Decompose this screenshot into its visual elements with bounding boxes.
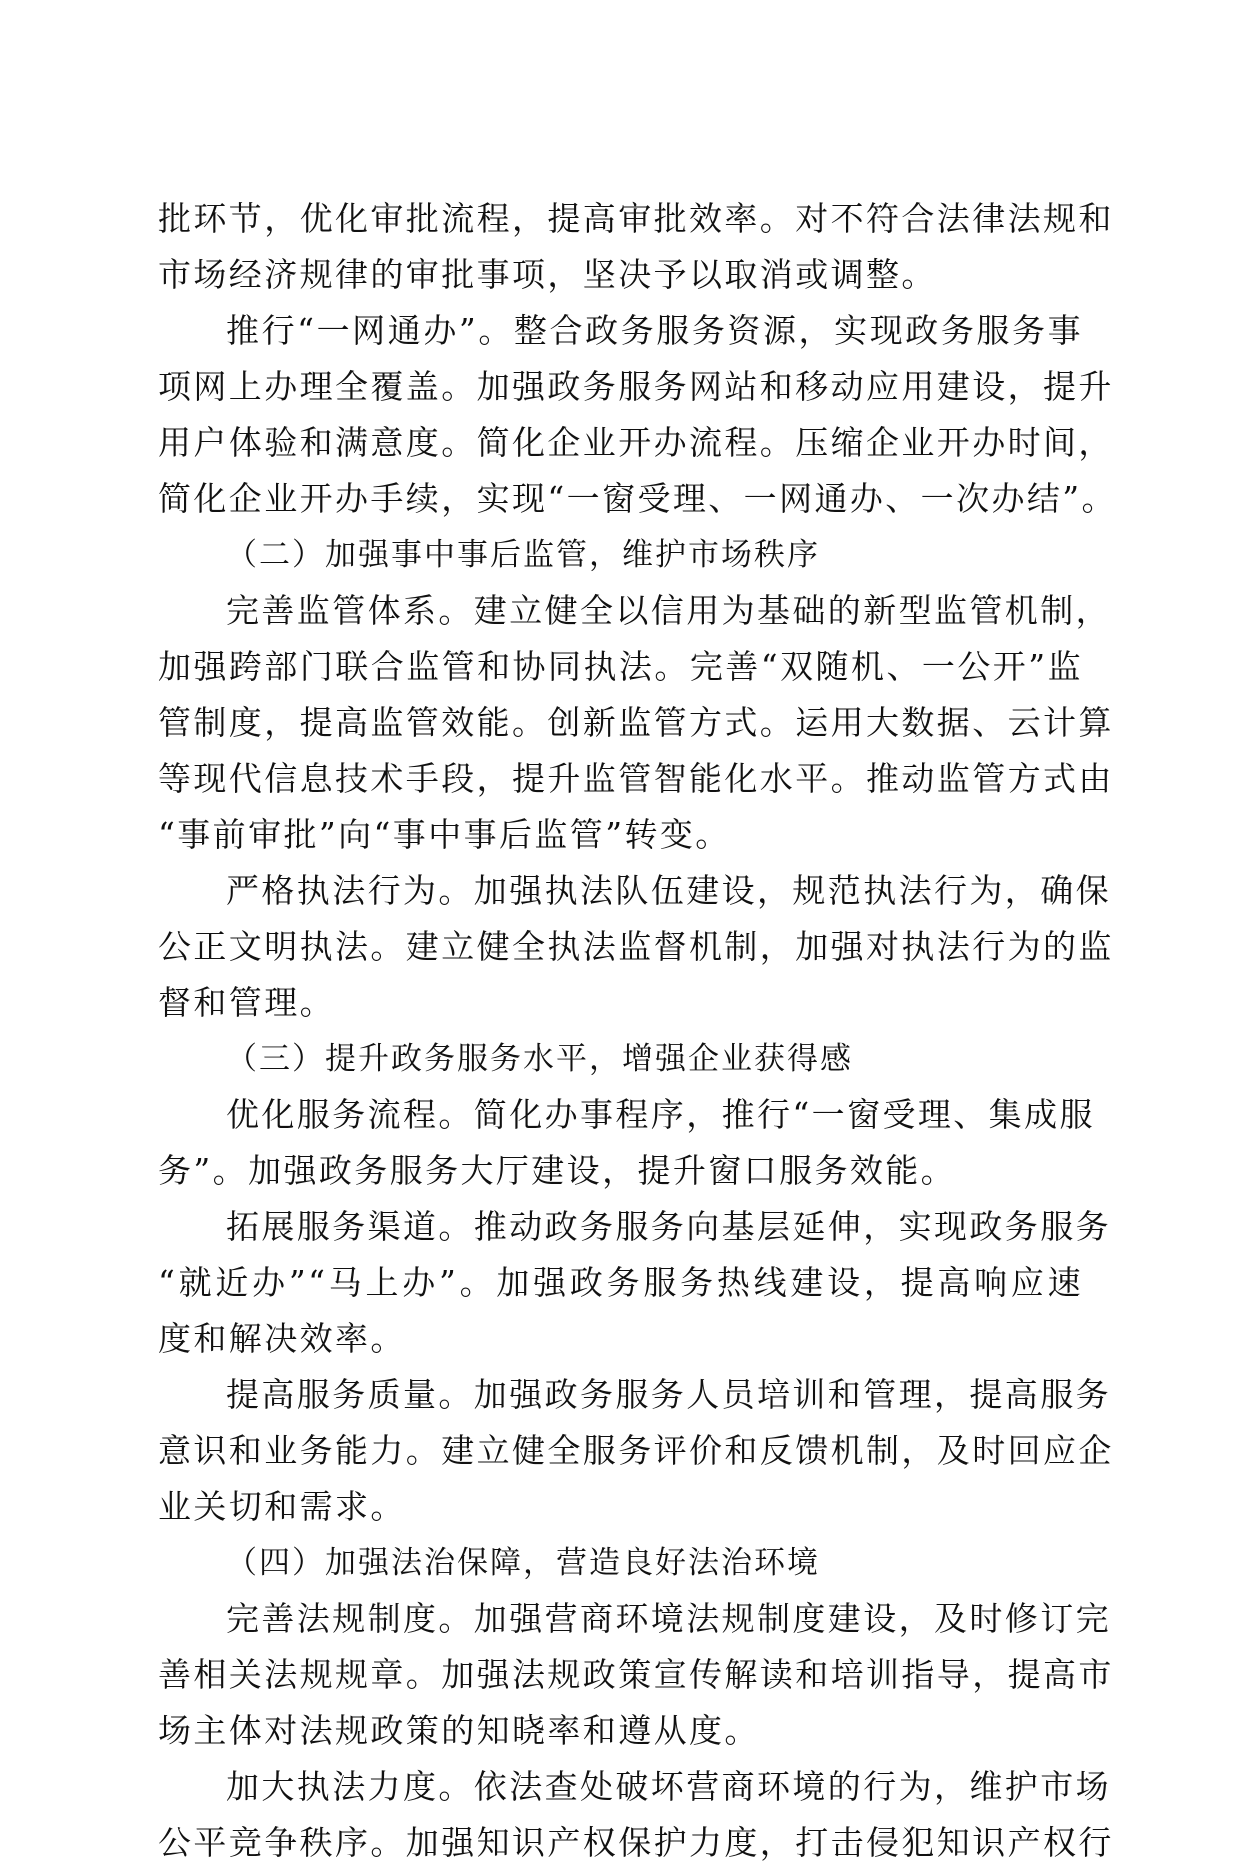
paragraph-first-line: 提高服务质量。加强政务服务人员培训和管理，提高服务 bbox=[226, 1375, 1111, 1414]
text-line: 度和解决效率。 bbox=[158, 1319, 406, 1358]
paragraph-first-line: 加大执法力度。依法查处破坏营商环境的行为，维护市场 bbox=[226, 1767, 1111, 1806]
text-line: 公平竞争秩序。加强知识产权保护力度，打击侵犯知识产权行 bbox=[158, 1823, 1114, 1862]
section-heading: （二）加强事中事后监管，维护市场秩序 bbox=[226, 537, 820, 573]
document-page bbox=[158, 191, 1117, 1862]
text-line: 务”。加强政务服务大厅建设，提升窗口服务效能。 bbox=[158, 1151, 957, 1190]
text-line: 加强跨部门联合监管和协同执法。完善“双随机、一公开”监 bbox=[158, 647, 1083, 686]
paragraph-first-line: 拓展服务渠道。推动政务服务向基层延伸，实现政务服务 bbox=[226, 1207, 1111, 1246]
text-line: 批环节，优化审批流程，提高审批效率。对不符合法律法规和 bbox=[158, 199, 1114, 238]
text-line: 市场经济规律的审批事项，坚决予以取消或调整。 bbox=[158, 255, 937, 294]
text-line: 用户体验和满意度。简化企业开办流程。压缩企业开办时间， bbox=[158, 423, 1114, 462]
paragraph-first-line: 完善法规制度。加强营商环境法规制度建设，及时修订完 bbox=[226, 1599, 1111, 1638]
text-line: 简化企业开办手续，实现“一窗受理、一网通办、一次办结”。 bbox=[158, 479, 1117, 518]
section-heading: （三）提升政务服务水平，增强企业获得感 bbox=[226, 1041, 853, 1077]
text-line: “事前审批”向“事中事后监管”转变。 bbox=[158, 815, 731, 854]
text-line: 督和管理。 bbox=[158, 983, 335, 1022]
section-heading: （四）加强法治保障，营造良好法治环境 bbox=[226, 1545, 820, 1581]
text-line: 意识和业务能力。建立健全服务评价和反馈机制，及时回应企 bbox=[158, 1431, 1114, 1470]
paragraph-first-line: 推行“一网通办”。整合政务服务资源，实现政务服务事 bbox=[226, 311, 1083, 350]
paragraph-first-line: 严格执法行为。加强执法队伍建设，规范执法行为，确保 bbox=[226, 871, 1111, 910]
text-line: 管制度，提高监管效能。创新监管方式。运用大数据、云计算 bbox=[158, 703, 1114, 742]
text-line: 等现代信息技术手段，提升监管智能化水平。推动监管方式由 bbox=[158, 759, 1114, 798]
text-line: 场主体对法规政策的知晓率和遵从度。 bbox=[158, 1711, 760, 1750]
text-line: 公正文明执法。建立健全执法监督机制，加强对执法行为的监 bbox=[158, 927, 1114, 966]
paragraph-first-line: 优化服务流程。简化办事程序，推行“一窗受理、集成服 bbox=[226, 1095, 1095, 1134]
text-line: 项网上办理全覆盖。加强政务服务网站和移动应用建设，提升 bbox=[158, 367, 1114, 406]
text-line: 业关切和需求。 bbox=[158, 1487, 406, 1526]
text-line: “就近办”“马上办”。加强政务服务热线建设，提高响应速 bbox=[158, 1263, 1083, 1302]
paragraph-first-line: 完善监管体系。建立健全以信用为基础的新型监管机制， bbox=[226, 591, 1111, 630]
text-line: 善相关法规规章。加强法规政策宣传解读和培训指导，提高市 bbox=[158, 1655, 1114, 1694]
